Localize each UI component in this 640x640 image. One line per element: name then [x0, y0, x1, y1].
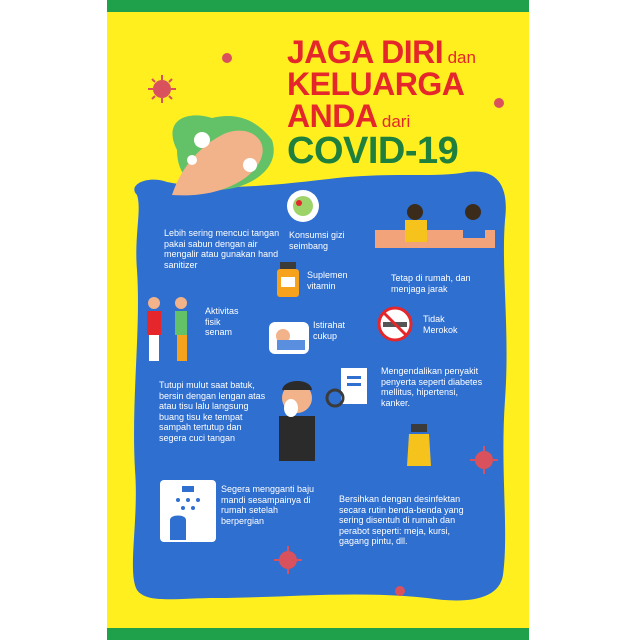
shower-icon	[160, 480, 216, 542]
tip-vitamin: Suplemen vitamin	[307, 270, 348, 291]
title-line1-big: JAGA DIRI	[287, 34, 444, 70]
plate-icon	[285, 188, 321, 224]
tip-no-smoking: Tidak Merokok	[423, 314, 458, 335]
title-line3-small: dari	[381, 112, 411, 131]
poster-title	[287, 36, 476, 170]
virus-icon	[273, 545, 303, 575]
tip-cover-cough: Tutupi mulut saat batuk, bersin dengan lengan atas atau tisu lalu langsung buang tisu ke tempat sampah tertutup dan segera cuci tangan	[159, 380, 266, 443]
title-line3-big: ANDA	[287, 98, 378, 134]
poster	[107, 0, 529, 640]
title-line1-small: dan	[447, 48, 476, 67]
tip-stay-home: Tetap di rumah, dan menjaga jarak	[391, 273, 471, 294]
bottom-green-band	[107, 628, 529, 640]
title-line2-big: KELUARGA	[287, 66, 465, 102]
tip-rest: Istirahat cukup	[313, 320, 346, 341]
virus-icon	[219, 50, 235, 66]
hands-washing-icon	[162, 105, 272, 200]
tip-shower: Segera mengganti baju mandi sesampainya di rumah setelah berpergian	[221, 484, 315, 526]
spray-bottle-icon	[407, 424, 433, 468]
virus-icon	[469, 445, 499, 475]
tip-comorbid: Mengendalikan penyakit penyerta seperti diabetes mellitus, hipertensi, kanker.	[381, 366, 483, 408]
medical-check-icon	[325, 368, 381, 418]
tip-exercise: Aktivitas fisik senam	[205, 306, 239, 337]
tip-nutrition: Konsumsi gizi seimbang	[289, 230, 345, 251]
sneeze-icon	[269, 376, 329, 466]
no-smoking-icon	[377, 306, 413, 342]
tip-wash-hands: Lebih sering mencuci tangan pakai sabun dengan air mengalir atau gunakan hand sanitizer	[164, 228, 280, 270]
title-covid: COVID-19	[287, 130, 459, 172]
virus-icon	[392, 583, 408, 599]
tip-disinfect: Bersihkan dengan desinfektan secara rutin benda-benda yang sering disentuh di rumah dan perabot seperti: meja, kursi, gagang pintu, dll.	[339, 494, 464, 546]
exercise-icon	[139, 293, 199, 363]
virus-icon	[147, 74, 177, 104]
virus-icon	[491, 95, 507, 111]
sleep-icon	[267, 318, 311, 358]
people-at-home-icon	[375, 200, 495, 272]
